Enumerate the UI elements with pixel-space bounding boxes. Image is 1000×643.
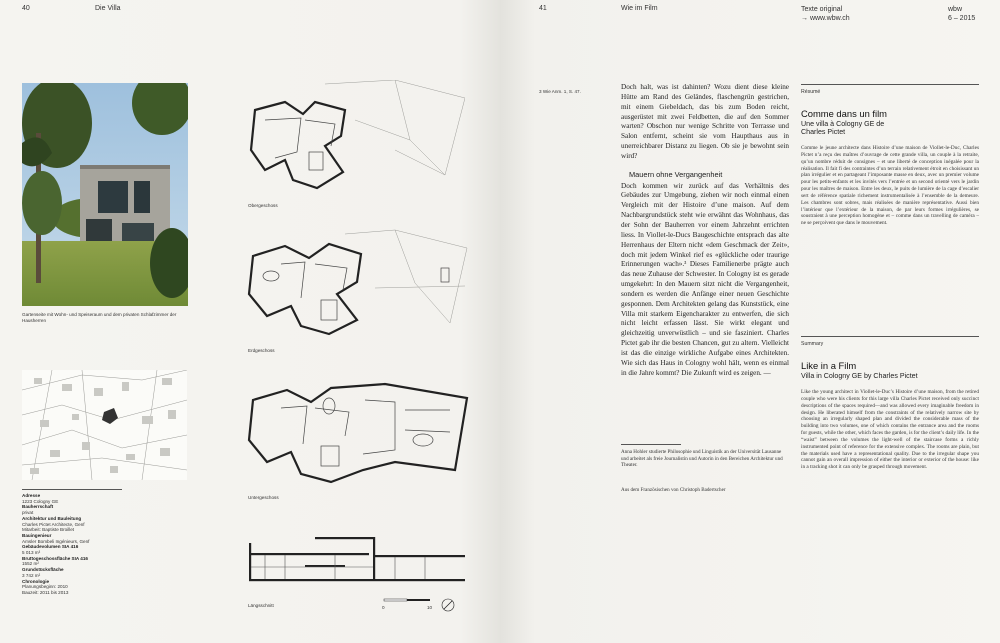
bio-rule <box>621 444 681 445</box>
translation-credit: Aus dem Französischen von Christoph Badertscher <box>621 487 726 493</box>
site-plan-map <box>22 370 187 480</box>
scale-bar <box>380 597 460 617</box>
fact-value: privat <box>22 510 34 516</box>
resume-subtitle-2: Charles Pictet <box>801 128 846 136</box>
fact-value: 1223 Cologny GE <box>22 498 59 504</box>
fact-value: Planungsbeginn: 2010 <box>22 584 68 590</box>
resume-subtitle-1: Une villa à Cologny GE de <box>801 120 885 128</box>
fact-value: 3 742 m² <box>22 572 41 578</box>
header-issue <box>948 5 975 23</box>
project-facts <box>22 493 192 596</box>
plan-upper-floor <box>245 80 465 192</box>
fact-label: Chronologie <box>22 578 50 584</box>
header-issue-number: 6 – 2015 <box>948 15 976 22</box>
scale-zero: 0 <box>382 605 385 610</box>
summary-text: Like the young architect in Viollet-le-Duc’s Histoire d’une maison, from the retired couple who were his clients for this large villa Charles Pictet received only succinct descriptions of the spaces required—and was allowed every imaginable freedom in design. He liberated himself from the constraints of the relatively narrow site by choosing an irregularly shaped plan and divided the considerable mass of the building into two volumes, one of which contains the entrance area and the rooms for guests, while the other, which faces the garden, is for the client’s daily life. In the “waist” between the volumes the light-well of the staircase forms a richly instrumented point of reference for the extensive complex. The rooms are plain, but the materials used have a representational quality. Due to the irregular shape you cannot gain an overall impression of either the interior or exterior of the house: like in a tracking shot it can only be grasped through movement. <box>801 389 979 471</box>
label-section: Längsschnitt <box>248 603 274 608</box>
footnote: 3 Wie Anm. 1, S. 47. <box>539 89 581 94</box>
fact-value: Charles Pictet Architecte, Genf <box>22 521 85 527</box>
article-body <box>621 83 789 378</box>
fact-value: Bauzeit: 2011 bis 2013 <box>22 589 69 595</box>
summary-kicker: Summary <box>801 341 824 347</box>
resume-text: Comme le jeune architecte dans Histoire d’une maison de Viollet-le-Duc, Charles Pictet n’a reçu des maîtres d’ouvrage de cette grande villa, un couple à la retraite, qu’un nombre réduit de consignes – et une liberté de conception inégalée pour la réalisation. Il fait fi des contraintes d’un terrain relativement étroit en choisissant un plan irrégulier et en partageant l’imposante masse en deux, avec un premier volume pour les petits-enfants et les invités vers l’entrée et un second orienté vers le jardin pour les maîtres de maison. Entre les deux, le puits de lumière de la cage d’escalier sert de référence spatiale richement instrumentalisée à l’ensemble de la demeure. Les chambres sont sobres, mais réalisées de manière représentative. Aussi bien l’intérieur que l’extérieur de la maison, de par leurs formes irrégulières, se soustraient à une perception homogène et – comme dans un travelling de caméra – ne se perçoivent que dans le mouvement. <box>801 145 979 227</box>
plan-lower-floor <box>245 370 470 485</box>
fact-value: 5 013 m³ <box>22 550 41 556</box>
header-original-text <box>801 5 850 23</box>
header-original-label: Texte original <box>801 6 843 13</box>
photo-caption: Gartenseite mit Wohn- und Speiseraum und dem privaten Schlafzimmer der Hausherren <box>22 312 177 323</box>
plan-ground-floor <box>245 228 470 338</box>
fact-label: Architektur und Bauleitung <box>22 515 82 521</box>
villa-garden-photo <box>22 83 188 306</box>
resume-title: Comme dans un film <box>801 108 887 119</box>
resume-kicker: Résumé <box>801 89 821 95</box>
resume-rule <box>801 84 979 85</box>
fact-label: Bruttogeschossfläche SIA 416 <box>22 555 88 561</box>
paragraph-2: Doch kommen wir zurück auf das Verhältnis des Gebäudes zur Umgebung, ziehen wir noch einmal einen Vergleich mit der Histoire d’une maison. Auf dem Nachbargrundstück steht wie erwähnt das Wohnhaus, das der Sohn der Bauherren vor einem Jahrzehnt errichten liess. In Viollet-le-Ducs Baugeschichte entsprach das alte Herrenhaus der Eltern nicht «dem Geschmack der Zeit», doch mit jedem Winkel rief es «glückliche oder traurige Erinnerungen wach».³ Dieses Familienerbe prägte auch das neue Zuhause der Schwester. In Cologny ist es gerade umgekehrt: In den Mauern sitzt nicht die Vergangenheit, sondern es werden die Anfänge einer neuen Geschichte gesponnen. Dem Architekten gelang das Kunststück, eine Villa mit starkem Eigencharakter zu entwerfen, die sich nicht leicht erfassen lässt. Sie wirkt elegant und gleichzeitig unverwüstlich – und sie fasziniert. Charles Pictet gab ihr die besten Chancen, gut zu altern. Vielleicht ist das die einzige wirkliche Aufgabe eines Architekten. Wie sich das Haus in Cologny wohl hält, wenn es einmal in die Jahre kommt? Die Zukunft wird es zeigen. — <box>621 181 789 377</box>
running-head-left: Die Villa <box>95 5 121 12</box>
paragraph-1: Doch halt, was ist dahinten? Wozu dient diese kleine Hütte am Rand des Geländes, flaschengrün gestrichen, mit einem Giebeldach, das bis zum Boden reicht, ausgerüstet mit zwei Feldbetten, die auf den Sommer warten? Obschon nur wenige Schritte von Terrasse und Salon entfernt, scheint sie vom Haupthaus aus in unerreichbarer Distanz zu liegen. Ob sie je bewohnt sein wird? <box>621 83 789 160</box>
fact-value: Amsler Bombeli Ingénieurs, Genf <box>22 538 90 544</box>
fact-label: Grundstücksfläche <box>22 567 64 573</box>
summary-subtitle: Villa in Cologny GE by Charles Pictet <box>801 372 918 380</box>
label-upper-floor: Obergeschoss <box>248 203 278 208</box>
fact-label: Gebäudevolumen SIA 416 <box>22 544 79 550</box>
page-number-right: 41 <box>539 5 547 12</box>
header-magazine: wbw <box>948 6 963 13</box>
page-number-left: 40 <box>22 5 30 12</box>
author-bio: Anna Hohler studierte Philosophie und Linguistik an der Universität Lausanne und arbeitet als freie Journalistin und Autorin in den Bereichen Architektur und Theater. <box>621 449 783 469</box>
longitudinal-section <box>245 535 470 585</box>
fact-label: Adresse <box>22 493 41 498</box>
fact-label: Bauherrschaft <box>22 504 54 510</box>
header-website-link[interactable]: → www.wbw.ch <box>801 15 850 22</box>
facts-rule <box>22 489 122 490</box>
label-ground-floor: Erdgeschoss <box>248 348 275 353</box>
fact-value: 1552 m² <box>22 561 39 567</box>
scale-ten: 10 <box>427 605 433 610</box>
label-lower-floor: Untergeschoss <box>248 495 279 500</box>
subheading: Mauern ohne Vergangenheit <box>629 169 723 179</box>
fact-value: Mitarbeit: Baptiste Broillet <box>22 527 75 533</box>
fact-label: Bauingenieur <box>22 532 52 538</box>
summary-title: Like in a Film <box>801 360 857 371</box>
summary-rule <box>801 336 979 337</box>
right-page <box>500 0 1000 643</box>
running-head-right: Wie im Film <box>621 5 658 12</box>
resume-block <box>801 89 979 227</box>
summary-block <box>801 341 979 471</box>
